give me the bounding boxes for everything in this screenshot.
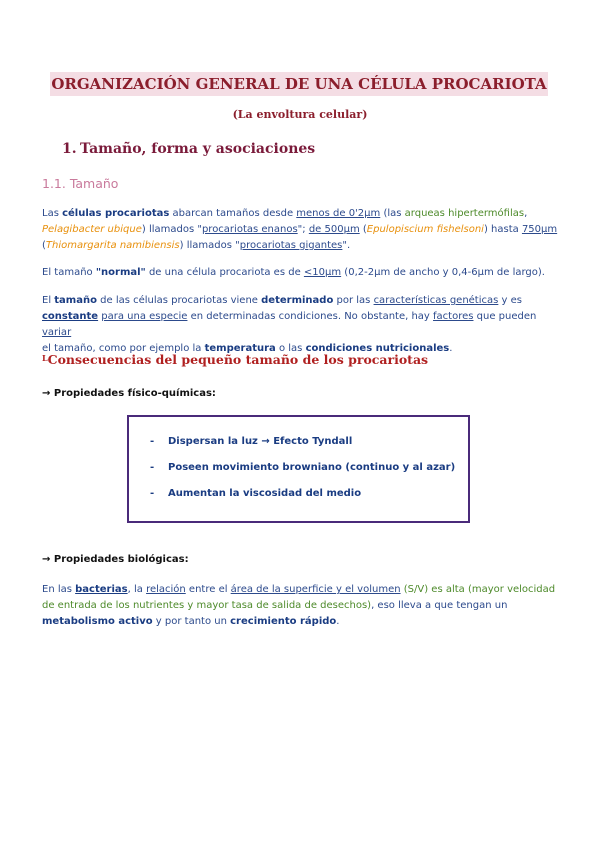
section-1-number: 1. <box>62 141 77 157</box>
text: y por tanto un <box>152 616 231 627</box>
box-item <box>150 462 455 473</box>
section-1-heading <box>62 141 315 157</box>
section-marker: L <box>42 353 48 363</box>
text: (las <box>380 208 405 219</box>
text: y es <box>498 295 522 306</box>
text: ) hasta <box>483 224 522 235</box>
term: área de la superficie y el volumen <box>230 584 401 595</box>
bullet-dash: - <box>150 462 155 473</box>
term: temperatura <box>204 343 276 354</box>
term: "normal" <box>95 267 146 278</box>
term: para una especie <box>101 311 188 322</box>
text: . <box>336 616 340 627</box>
box-item-text: Dispersan la luz → Efecto Tyndall <box>168 436 353 447</box>
bullet-dash: - <box>150 436 155 447</box>
box-item-text: Poseen movimiento browniano (continuo y al azar) <box>168 462 456 473</box>
text: , <box>524 208 528 219</box>
text: ( <box>359 224 367 235</box>
text: por las <box>333 295 374 306</box>
term: de 500µm <box>308 224 360 235</box>
text: abarcan tamaños desde <box>169 208 297 219</box>
species-name: Thiomargarita namibiensis <box>45 240 180 251</box>
term: <10µm <box>303 267 342 278</box>
biological-heading: → Propiedades biológicas: <box>42 554 189 565</box>
term: procariotas enanos <box>201 224 298 235</box>
section-consequences-heading <box>42 352 428 367</box>
paragraph-sizes <box>42 206 562 254</box>
text: ". <box>342 240 351 251</box>
section-1-1-heading: 1.1. Tamaño <box>42 176 119 191</box>
text: el tamaño, como por ejemplo la <box>42 343 205 354</box>
text: que pueden <box>473 311 537 322</box>
page-title: ORGANIZACIÓN GENERAL DE UNA CÉLULA PROCARIOTA <box>50 72 548 96</box>
term: condiciones nutricionales <box>305 343 450 354</box>
term: determinado <box>261 295 334 306</box>
text: (0,2-2µm de ancho y 0,4-6µm de largo). <box>341 267 545 278</box>
page-subtitle: (La envoltura celular) <box>232 108 368 121</box>
text: Las <box>42 208 63 219</box>
term: factores <box>433 311 474 322</box>
species-name: Epulopiscium fishelsoni <box>366 224 484 235</box>
term: constante <box>42 311 99 322</box>
physicochemical-heading: → Propiedades físico-químicas: <box>42 388 216 399</box>
section-consequences-label: Consecuencias del pequeño tamaño de los procariotas <box>47 352 429 367</box>
box-item-text: Aumentan la viscosidad del medio <box>168 488 362 499</box>
text: de las células procariotas viene <box>96 295 262 306</box>
explanation: (S/V) es alta (mayor velocidad de entrada de los nutrientes y mayor tasa de salida de desechos) <box>42 584 556 611</box>
bullet-dash: - <box>150 488 155 499</box>
box-item <box>150 436 352 447</box>
term: menos de 0'2µm <box>296 208 381 219</box>
term: metabolismo activo <box>42 616 153 627</box>
term: bacterias <box>75 584 128 595</box>
term: relación <box>146 584 186 595</box>
paragraph-biological <box>42 582 562 630</box>
paragraph-size-determinants <box>42 293 562 357</box>
term: 750µm <box>521 224 558 235</box>
text: El <box>42 295 55 306</box>
section-1-label: Tamaño, forma y asociaciones <box>80 141 316 157</box>
text: "; <box>297 224 309 235</box>
text: ) llamados " <box>141 224 202 235</box>
term: tamaño <box>54 295 97 306</box>
box-item <box>150 488 361 499</box>
text: En las <box>42 584 76 595</box>
paragraph-normal-size <box>42 265 562 281</box>
text: , la <box>127 584 147 595</box>
text: en determinadas condiciones. No obstante, hay <box>187 311 434 322</box>
text: entre el <box>185 584 231 595</box>
text: ( <box>42 240 46 251</box>
text: . <box>449 343 453 354</box>
term: características genéticas <box>373 295 499 306</box>
term: arqueas hipertermófilas <box>404 208 525 219</box>
text: de una célula procariota es de <box>145 267 304 278</box>
term: células procariotas <box>62 208 170 219</box>
term: crecimiento rápido <box>230 616 337 627</box>
term: procariotas gigantes <box>239 240 343 251</box>
text: El tamaño <box>42 267 96 278</box>
text: , eso lleva a que tengan un <box>371 600 508 611</box>
term: variar <box>42 327 72 338</box>
text: ) llamados " <box>179 240 240 251</box>
text: o las <box>275 343 306 354</box>
species-name: Pelagibacter ubique <box>42 224 142 235</box>
